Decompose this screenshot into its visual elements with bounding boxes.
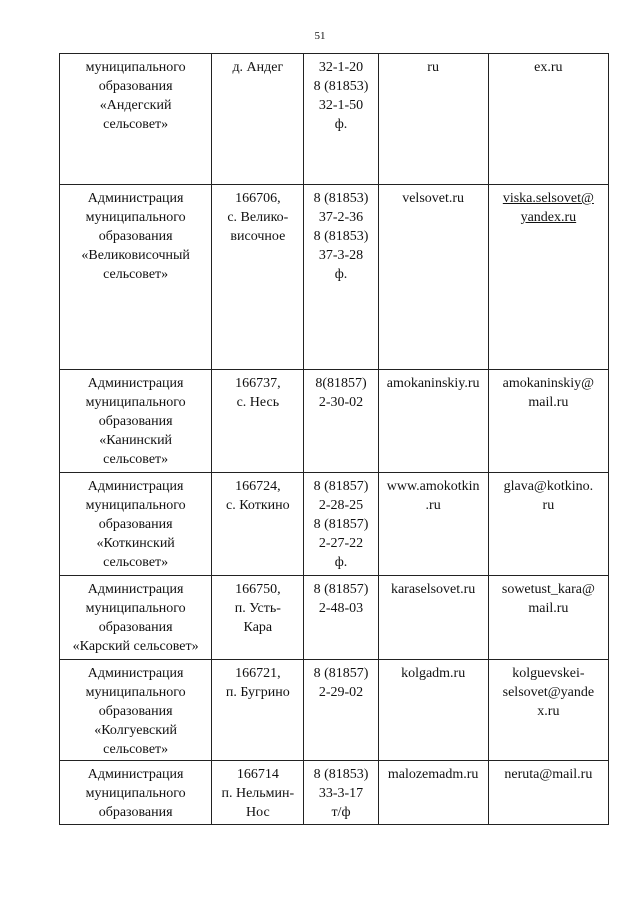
- phone-line: ф.: [334, 555, 348, 570]
- email-link[interactable]: x.ru: [537, 704, 560, 719]
- table-row: [60, 660, 609, 761]
- email-link[interactable]: amokaninskiy@: [502, 376, 595, 391]
- address-cell: [212, 185, 304, 370]
- org-name-line: образования: [98, 704, 173, 719]
- website-cell: [378, 761, 488, 825]
- website-link[interactable]: .ru: [425, 498, 441, 513]
- org-name-line: образования: [98, 517, 173, 532]
- phone-cell: [304, 54, 378, 185]
- phone-line: 2-48-03: [318, 601, 364, 616]
- phone-cell: [304, 185, 378, 370]
- address-line: п. Усть-: [234, 601, 281, 616]
- address-line: 166724,: [235, 479, 281, 494]
- email-link[interactable]: kolguevskei-: [512, 666, 585, 681]
- org-name-line: муниципального: [85, 685, 186, 700]
- contacts-table: [59, 53, 609, 825]
- org-name-line: муниципального: [85, 210, 186, 225]
- page-number: 51: [314, 30, 326, 42]
- address-line: с. Коткино: [226, 498, 290, 513]
- email-cell: [488, 370, 608, 473]
- address-cell: [212, 576, 304, 660]
- org-name-line: муниципального: [85, 601, 186, 616]
- table-row: [60, 54, 609, 185]
- org-name-line: Администрация: [87, 191, 184, 206]
- website-cell: [378, 54, 488, 185]
- address-cell: [212, 761, 304, 825]
- address-cell: [212, 660, 304, 761]
- org-name-cell: [60, 576, 212, 660]
- phone-line: 2-27-22: [318, 536, 364, 551]
- phone-line: 8 (81857): [313, 479, 369, 494]
- email-cell: [488, 473, 608, 576]
- org-name-line: муниципального: [85, 498, 186, 513]
- phone-cell: [304, 473, 378, 576]
- phone-line: 8 (81853): [313, 191, 369, 206]
- table-row: [60, 576, 609, 660]
- address-cell: [212, 473, 304, 576]
- email-link[interactable]: mail.ru: [528, 395, 569, 410]
- org-name-cell: [60, 473, 212, 576]
- phone-cell: [304, 576, 378, 660]
- phone-line: 8 (81857): [313, 582, 369, 597]
- phone-line: 8(81857): [315, 376, 367, 391]
- website-link[interactable]: kolgadm.ru: [401, 666, 466, 681]
- phone-line: 37-2-36: [318, 210, 364, 225]
- org-name-line: Администрация: [87, 376, 184, 391]
- table-row: [60, 185, 609, 370]
- address-line: с. Велико-: [227, 210, 289, 225]
- table-row: [60, 473, 609, 576]
- email-link[interactable]: glava@kotkino.: [503, 479, 594, 494]
- website-link[interactable]: malozemadm.ru: [387, 767, 479, 782]
- address-line: д. Андег: [232, 60, 284, 75]
- org-name-cell: [60, 185, 212, 370]
- phone-line: ф.: [334, 267, 348, 282]
- email-link[interactable]: yandex.ru: [520, 210, 577, 225]
- address-line: Кара: [243, 620, 273, 635]
- phone-line: 8 (81857): [313, 666, 369, 681]
- org-name-line: образования: [98, 620, 173, 635]
- org-name-line: «Андегский: [99, 98, 172, 113]
- address-line: п. Бугрино: [225, 685, 290, 700]
- phone-cell: [304, 660, 378, 761]
- email-cell: [488, 54, 608, 185]
- org-name-cell: [60, 761, 212, 825]
- org-name-line: муниципального: [85, 395, 186, 410]
- email-link[interactable]: selsovet@yande: [502, 685, 595, 700]
- address-cell: [212, 370, 304, 473]
- org-name-line: сельсовет»: [103, 267, 169, 282]
- org-name-line: образования: [98, 79, 173, 94]
- address-line: с. Несь: [236, 395, 280, 410]
- email-cell: [488, 185, 608, 370]
- org-name-line: «Великовисочный: [81, 248, 190, 263]
- phone-line: 2-30-02: [318, 395, 364, 410]
- phone-line: 8 (81853): [313, 767, 369, 782]
- website-cell: [378, 660, 488, 761]
- phone-cell: [304, 761, 378, 825]
- email-cell: [488, 576, 608, 660]
- website-link[interactable]: velsovet.ru: [402, 191, 465, 206]
- org-name-line: «Карский сельсовет»: [72, 639, 199, 654]
- table-row: [60, 761, 609, 825]
- org-name-line: образования: [98, 229, 173, 244]
- org-name-line: образования: [98, 805, 173, 820]
- email-link[interactable]: mail.ru: [528, 601, 569, 616]
- address-line: височное: [230, 229, 286, 244]
- phone-line: 37-3-28: [318, 248, 364, 263]
- phone-cell: [304, 370, 378, 473]
- website-cell: [378, 370, 488, 473]
- phone-line: 8 (81853): [313, 79, 369, 94]
- org-name-cell: [60, 370, 212, 473]
- org-name-line: Администрация: [87, 582, 184, 597]
- org-name-line: сельсовет»: [103, 742, 169, 757]
- org-name-line: «Канинский: [99, 433, 173, 448]
- table-row: [60, 370, 609, 473]
- org-name-cell: [60, 54, 212, 185]
- email-cell: [488, 761, 608, 825]
- address-cell: [212, 54, 304, 185]
- org-name-line: сельсовет»: [103, 452, 169, 467]
- org-name-line: «Колгуевский: [94, 723, 177, 738]
- address-line: 166721,: [235, 666, 281, 681]
- website-link[interactable]: amokaninskiy.ru: [386, 376, 480, 391]
- org-name-line: муниципального: [85, 60, 186, 75]
- org-name-line: Администрация: [87, 666, 184, 681]
- website-link[interactable]: www.amokotkin: [386, 479, 480, 494]
- org-name-line: «Коткинский: [96, 536, 175, 551]
- phone-line: ф.: [334, 117, 348, 132]
- org-name-line: сельсовет»: [103, 555, 169, 570]
- org-name-line: Администрация: [87, 767, 184, 782]
- address-line: п. Нельмин-: [221, 786, 295, 801]
- website-cell: [378, 576, 488, 660]
- email-cell: [488, 660, 608, 761]
- org-name-cell: [60, 660, 212, 761]
- website-link[interactable]: ru: [427, 60, 439, 75]
- phone-line: 2-28-25: [318, 498, 364, 513]
- phone-line: 32-1-50: [318, 98, 364, 113]
- phone-line: 33-3-17: [318, 786, 364, 801]
- email-link[interactable]: ex.ru: [534, 60, 563, 75]
- address-line: Нос: [246, 805, 270, 820]
- website-cell: [378, 473, 488, 576]
- phone-line: 8 (81857): [313, 517, 369, 532]
- org-name-line: Администрация: [87, 479, 184, 494]
- org-name-line: образования: [98, 414, 173, 429]
- email-link[interactable]: neruta@mail.ru: [504, 767, 593, 782]
- phone-line: 2-29-02: [318, 685, 364, 700]
- address-line: 166714: [236, 767, 279, 782]
- org-name-line: сельсовет»: [103, 117, 169, 132]
- address-line: 166750,: [235, 582, 281, 597]
- website-link[interactable]: karaselsovet.ru: [390, 582, 476, 597]
- email-link[interactable]: sowetust_kara@: [501, 582, 595, 597]
- email-link[interactable]: viska.selsovet@: [502, 191, 594, 206]
- email-link[interactable]: ru: [542, 498, 555, 513]
- phone-line: т/ф: [331, 805, 351, 820]
- address-line: 166706,: [235, 191, 281, 206]
- org-name-line: муниципального: [85, 786, 186, 801]
- website-cell: [378, 185, 488, 370]
- phone-line: 8 (81853): [313, 229, 369, 244]
- phone-line: 32-1-20: [318, 60, 364, 75]
- address-line: 166737,: [235, 376, 281, 391]
